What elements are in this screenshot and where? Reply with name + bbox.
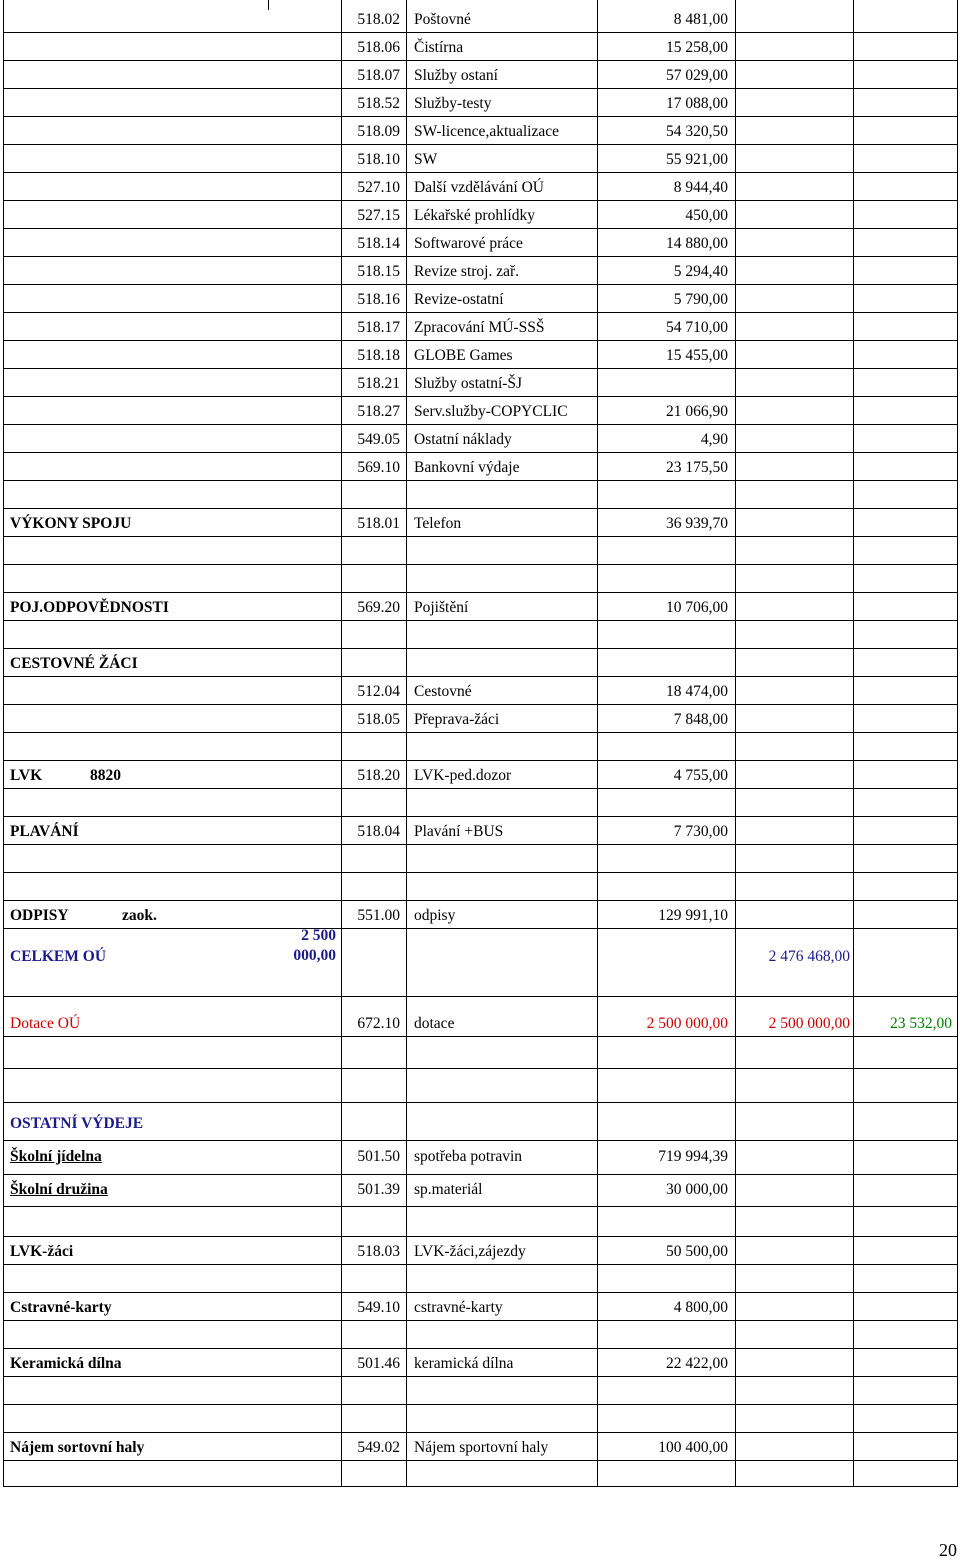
- total-label: CELKEM OÚ: [10, 948, 107, 965]
- account-code: 518.52: [357, 95, 400, 112]
- item-amount: 23 175,50: [666, 459, 728, 476]
- item-amount: 8 481,00: [673, 11, 728, 28]
- item-description: odpisy: [414, 907, 456, 924]
- section-label: LVK: [10, 767, 43, 784]
- section-label: CESTOVNÉ ŽÁCI: [10, 655, 138, 672]
- item-amount: 10 706,00: [666, 599, 728, 616]
- account-code: 569.20: [357, 599, 400, 616]
- item-amount: 14 880,00: [666, 235, 728, 252]
- item-description: Telefon: [414, 515, 462, 532]
- account-code: 551.00: [357, 907, 400, 924]
- item-amount: 36 939,70: [666, 515, 728, 532]
- account-code: 549.02: [357, 1439, 400, 1456]
- item-description: keramická dílna: [414, 1355, 514, 1372]
- item-amount: 5 790,00: [673, 291, 728, 308]
- account-code: 527.10: [357, 179, 400, 196]
- item-amount: 17 088,00: [666, 95, 728, 112]
- section-label: OSTATNÍ VÝDEJE: [10, 1115, 144, 1132]
- item-amount: 22 422,00: [666, 1355, 728, 1372]
- account-code: 672.10: [357, 1015, 400, 1032]
- account-code: 518.07: [357, 67, 400, 84]
- item-description: Serv.služby-COPYCLIC: [414, 403, 568, 420]
- item-amount: 450,00: [685, 207, 728, 224]
- item-description: Softwarové práce: [414, 235, 523, 252]
- item-description: Služby ostaní: [414, 67, 498, 84]
- item-description: Služby ostatní-ŠJ: [414, 375, 523, 392]
- section-label: Školní jídelna: [10, 1148, 102, 1165]
- account-code: 518.20: [357, 767, 400, 784]
- item-amount: 15 258,00: [666, 39, 728, 56]
- account-code: 501.50: [357, 1148, 400, 1165]
- item-description: LVK-ped.dozor: [414, 767, 512, 784]
- item-amount: 8 944,40: [673, 179, 728, 196]
- item-amount: 2 500 000,00: [646, 1015, 728, 1032]
- section-label: Nájem sortovní haly: [10, 1439, 145, 1456]
- account-code: 518.01: [357, 515, 400, 532]
- account-code: 518.21: [357, 375, 400, 392]
- item-description: SW: [414, 151, 438, 168]
- section-label: LVK-žáci: [10, 1243, 74, 1260]
- item-description: Zpracování MÚ-SSŠ: [414, 319, 545, 336]
- total-budget-top: 2 500: [301, 927, 336, 944]
- account-code: 569.10: [357, 459, 400, 476]
- account-code: 518.16: [357, 291, 400, 308]
- item-description: Čistírna: [414, 39, 464, 56]
- item-description: Nájem sportovní haly: [414, 1439, 549, 1456]
- account-code: 518.15: [357, 263, 400, 280]
- item-amount: 18 474,00: [666, 683, 728, 700]
- item-description: Lékařské prohlídky: [414, 207, 535, 224]
- item-description: SW-licence,aktualizace: [414, 123, 560, 140]
- account-code: 518.27: [357, 403, 400, 420]
- account-code: 501.46: [357, 1355, 400, 1372]
- item-description: Poštovné: [414, 11, 471, 28]
- item-description: Přeprava-žáci: [414, 711, 500, 728]
- total-actual: 2 476 468,00: [768, 948, 850, 965]
- item-amount: 129 991,10: [658, 907, 728, 924]
- account-code: 549.10: [357, 1299, 400, 1316]
- item-amount: 7 730,00: [673, 823, 728, 840]
- subsidy-label: Dotace OÚ: [10, 1015, 81, 1032]
- item-description: LVK-žáci,zájezdy: [414, 1243, 526, 1260]
- section-label: VÝKONY SPOJU: [10, 515, 132, 532]
- item-description: Revize-ostatní: [414, 291, 504, 308]
- account-code: 527.15: [357, 207, 400, 224]
- section-label: PLAVÁNÍ: [10, 823, 79, 840]
- account-code: 518.14: [357, 235, 400, 252]
- account-code: 518.17: [357, 319, 400, 336]
- item-description: Služby-testy: [414, 95, 492, 112]
- section-label: Školní družina: [10, 1181, 108, 1198]
- item-amount: 55 921,00: [666, 151, 728, 168]
- item-description: sp.materiál: [414, 1181, 483, 1198]
- item-description: spotřeba potravin: [414, 1148, 523, 1165]
- section-label-code: 8820: [90, 767, 121, 784]
- page-number: 20: [939, 1540, 957, 1560]
- subsidy-balance: 23 532,00: [890, 1015, 952, 1032]
- section-label: Keramická dílna: [10, 1355, 122, 1372]
- item-amount: 15 455,00: [666, 347, 728, 364]
- item-amount: [600, 372, 728, 396]
- section-label: Cstravné-karty: [10, 1299, 112, 1316]
- item-description: GLOBE Games: [414, 347, 513, 364]
- item-amount: 719 994,39: [658, 1148, 728, 1165]
- total-budget: [270, 926, 336, 970]
- item-description: Pojištění: [414, 599, 469, 616]
- item-amount: 7 848,00: [673, 711, 728, 728]
- item-description: Další vzdělávání OÚ: [414, 179, 544, 196]
- item-amount: 30 000,00: [666, 1181, 728, 1198]
- account-code: 518.18: [357, 347, 400, 364]
- item-amount: 5 294,40: [673, 263, 728, 280]
- section-label-note: zaok.: [122, 907, 157, 924]
- total-budget-bottom: 000,00: [293, 947, 336, 964]
- item-amount: 57 029,00: [666, 67, 728, 84]
- account-code: 518.02: [357, 11, 400, 28]
- account-code: 518.04: [357, 823, 400, 840]
- item-description: Ostatní náklady: [414, 431, 512, 448]
- account-code: 518.09: [357, 123, 400, 140]
- item-amount: 21 066,90: [666, 403, 728, 420]
- item-description: dotace: [414, 1015, 455, 1032]
- section-label: ODPISY: [10, 907, 69, 924]
- item-amount: 4 755,00: [673, 767, 728, 784]
- item-description: Plavání +BUS: [414, 823, 504, 840]
- item-description: Bankovní výdaje: [414, 459, 520, 476]
- account-code: 549.05: [357, 431, 400, 448]
- subsidy-received: 2 500 000,00: [768, 1015, 850, 1032]
- account-code: 518.05: [357, 711, 400, 728]
- item-amount: 4 800,00: [673, 1299, 728, 1316]
- account-code: 501.39: [357, 1181, 400, 1198]
- item-amount: 4,90: [700, 431, 728, 448]
- item-amount: 54 710,00: [666, 319, 728, 336]
- account-code: 512.04: [357, 683, 400, 700]
- item-description: cstravné-karty: [414, 1299, 503, 1316]
- account-code: 518.03: [357, 1243, 400, 1260]
- item-amount: 54 320,50: [666, 123, 728, 140]
- account-code: 518.06: [357, 39, 400, 56]
- item-description: Revize stroj. zař.: [414, 263, 520, 280]
- item-amount: 50 500,00: [666, 1243, 728, 1260]
- item-description: Cestovné: [414, 683, 472, 700]
- item-amount: 100 400,00: [658, 1439, 728, 1456]
- section-label: POJ.ODPOVĚDNOSTI: [10, 599, 169, 616]
- account-code: 518.10: [357, 151, 400, 168]
